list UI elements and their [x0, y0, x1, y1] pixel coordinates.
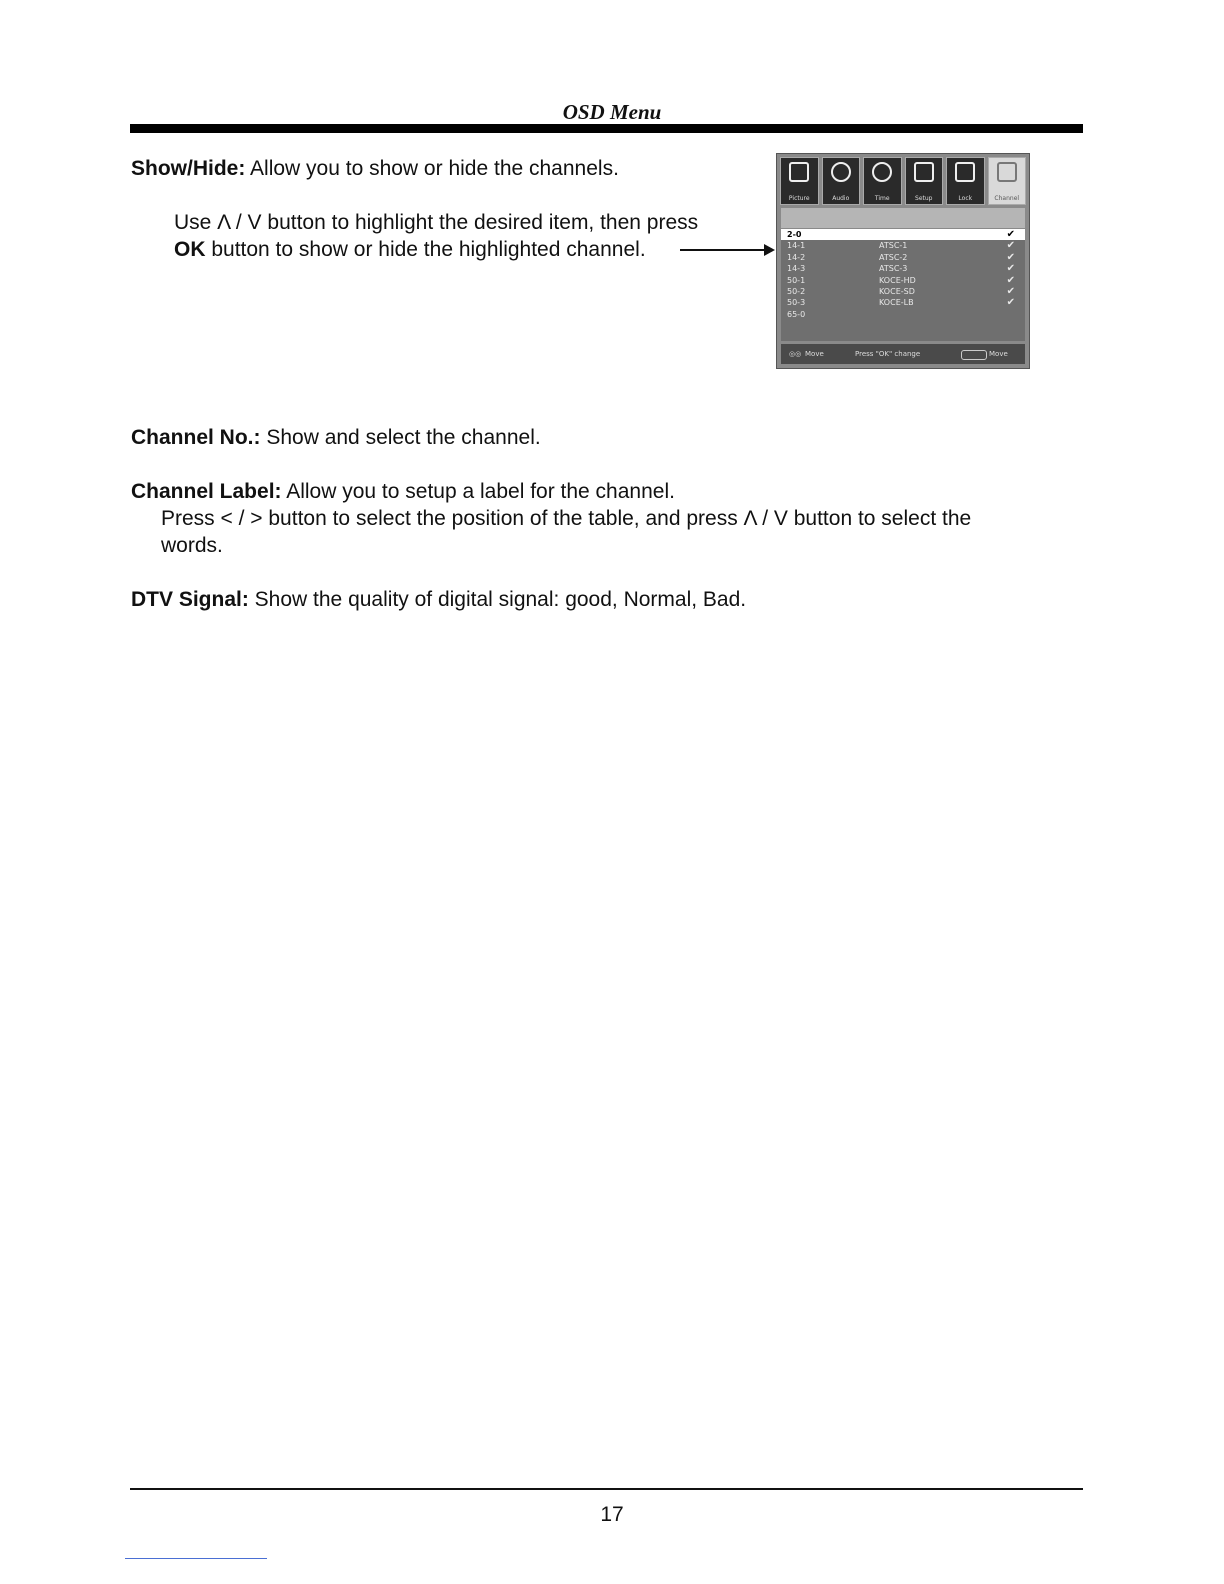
osd-channel-list: [781, 229, 1025, 341]
osd-channel-row: 2-0 ✔: [781, 229, 1025, 240]
page-header-title: OSD Menu: [562, 100, 662, 124]
show-hide-paragraph: [131, 155, 619, 182]
header-rule: [130, 124, 1083, 133]
channel-label-term: Channel Label:: [131, 480, 282, 503]
osd-tab-time: [863, 157, 902, 205]
check-icon: ✔: [1006, 240, 1015, 252]
channel-no-paragraph: [131, 424, 541, 451]
osd-tab-label: Audio: [832, 195, 850, 202]
osd-channel-row: 50-1 KOCE-HD ✔: [787, 274, 1015, 286]
show-hide-instruction-1: Use Λ / V button to highlight the desired item, then press: [174, 211, 699, 234]
lock-icon: [955, 162, 975, 182]
osd-channel-row: 14-2 ATSC-2 ✔: [787, 251, 1015, 263]
dtv-signal-desc: Show the quality of digital signal: good, Normal, Bad.: [248, 588, 747, 611]
callout-arrow-line: [680, 249, 766, 251]
osd-tab-label: Picture: [788, 195, 810, 202]
check-icon: ✔: [1006, 297, 1015, 309]
footer-rule: [130, 1488, 1083, 1490]
osd-tab-channel: [988, 157, 1027, 205]
osd-tab-label: Lock: [958, 195, 973, 202]
osd-channel-row: 50-2 KOCE-SD ✔: [787, 285, 1015, 297]
osd-channel-row: 14-1 ATSC-1 ✔: [787, 240, 1015, 252]
ok-button-term: OK: [174, 238, 206, 261]
osd-hint-press-ok: Press "OK" change: [855, 350, 921, 358]
osd-channel-row: 14-3 ATSC-3 ✔: [787, 263, 1015, 275]
callout-arrow-head: [764, 244, 775, 256]
osd-channel-row: 50-3 KOCE-LB ✔: [787, 297, 1015, 309]
channel-label-desc: Allow you to setup a label for the channel.: [281, 480, 675, 503]
osd-tab-bar: [780, 157, 1026, 205]
check-icon: ✔: [1006, 229, 1015, 240]
osd-tab-picture: [780, 157, 819, 205]
channel-label-instruction-2: words.: [161, 534, 223, 557]
show-hide-instruction-2: [174, 236, 646, 263]
check-icon: ✔: [1006, 263, 1015, 275]
osd-tab-label: Time: [874, 195, 890, 202]
osd-channel-row: 65-0: [787, 309, 806, 319]
osd-title-band: [781, 208, 1025, 228]
picture-icon: [789, 162, 809, 182]
channel-no-term: Channel No.:: [131, 426, 261, 449]
osd-footer-hints: [781, 344, 1025, 364]
dtv-signal-paragraph: [131, 586, 746, 613]
channel-label-paragraph: [131, 478, 675, 505]
show-hide-desc: Allow you to show or hide the channels.: [245, 157, 619, 180]
osd-tab-audio: [822, 157, 861, 205]
page-number: 17: [600, 1503, 624, 1526]
osd-tab-lock: [946, 157, 985, 205]
osd-tab-label: Channel: [994, 195, 1020, 202]
osd-tab-setup: [905, 157, 944, 205]
arrow-keys-icon: ◎◎: [789, 350, 802, 358]
show-hide-instruction-2-text: button to show or hide the highlighted channel.: [205, 238, 646, 261]
check-icon: ✔: [1006, 251, 1015, 263]
audio-icon: [831, 162, 851, 182]
show-hide-term: Show/Hide:: [131, 157, 246, 180]
dtv-signal-term: DTV Signal:: [131, 588, 249, 611]
osd-channel-menu-screenshot: [776, 153, 1030, 369]
gear-icon: [914, 162, 934, 182]
tv-icon: [997, 162, 1017, 182]
channel-label-instruction-1: Press < / > button to select the position of the table, and press Λ / V button to select the: [161, 507, 972, 530]
channel-no-desc: Show and select the channel.: [260, 426, 541, 449]
link-underline: [125, 1558, 267, 1559]
clock-icon: [872, 162, 892, 182]
osd-hint-move-2: Move: [989, 350, 1008, 358]
osd-tab-label: Setup: [915, 195, 933, 202]
select-key-icon: [961, 350, 987, 360]
check-icon: ✔: [1006, 285, 1015, 297]
osd-hint-move: Move: [805, 350, 824, 358]
check-icon: ✔: [1006, 274, 1015, 286]
